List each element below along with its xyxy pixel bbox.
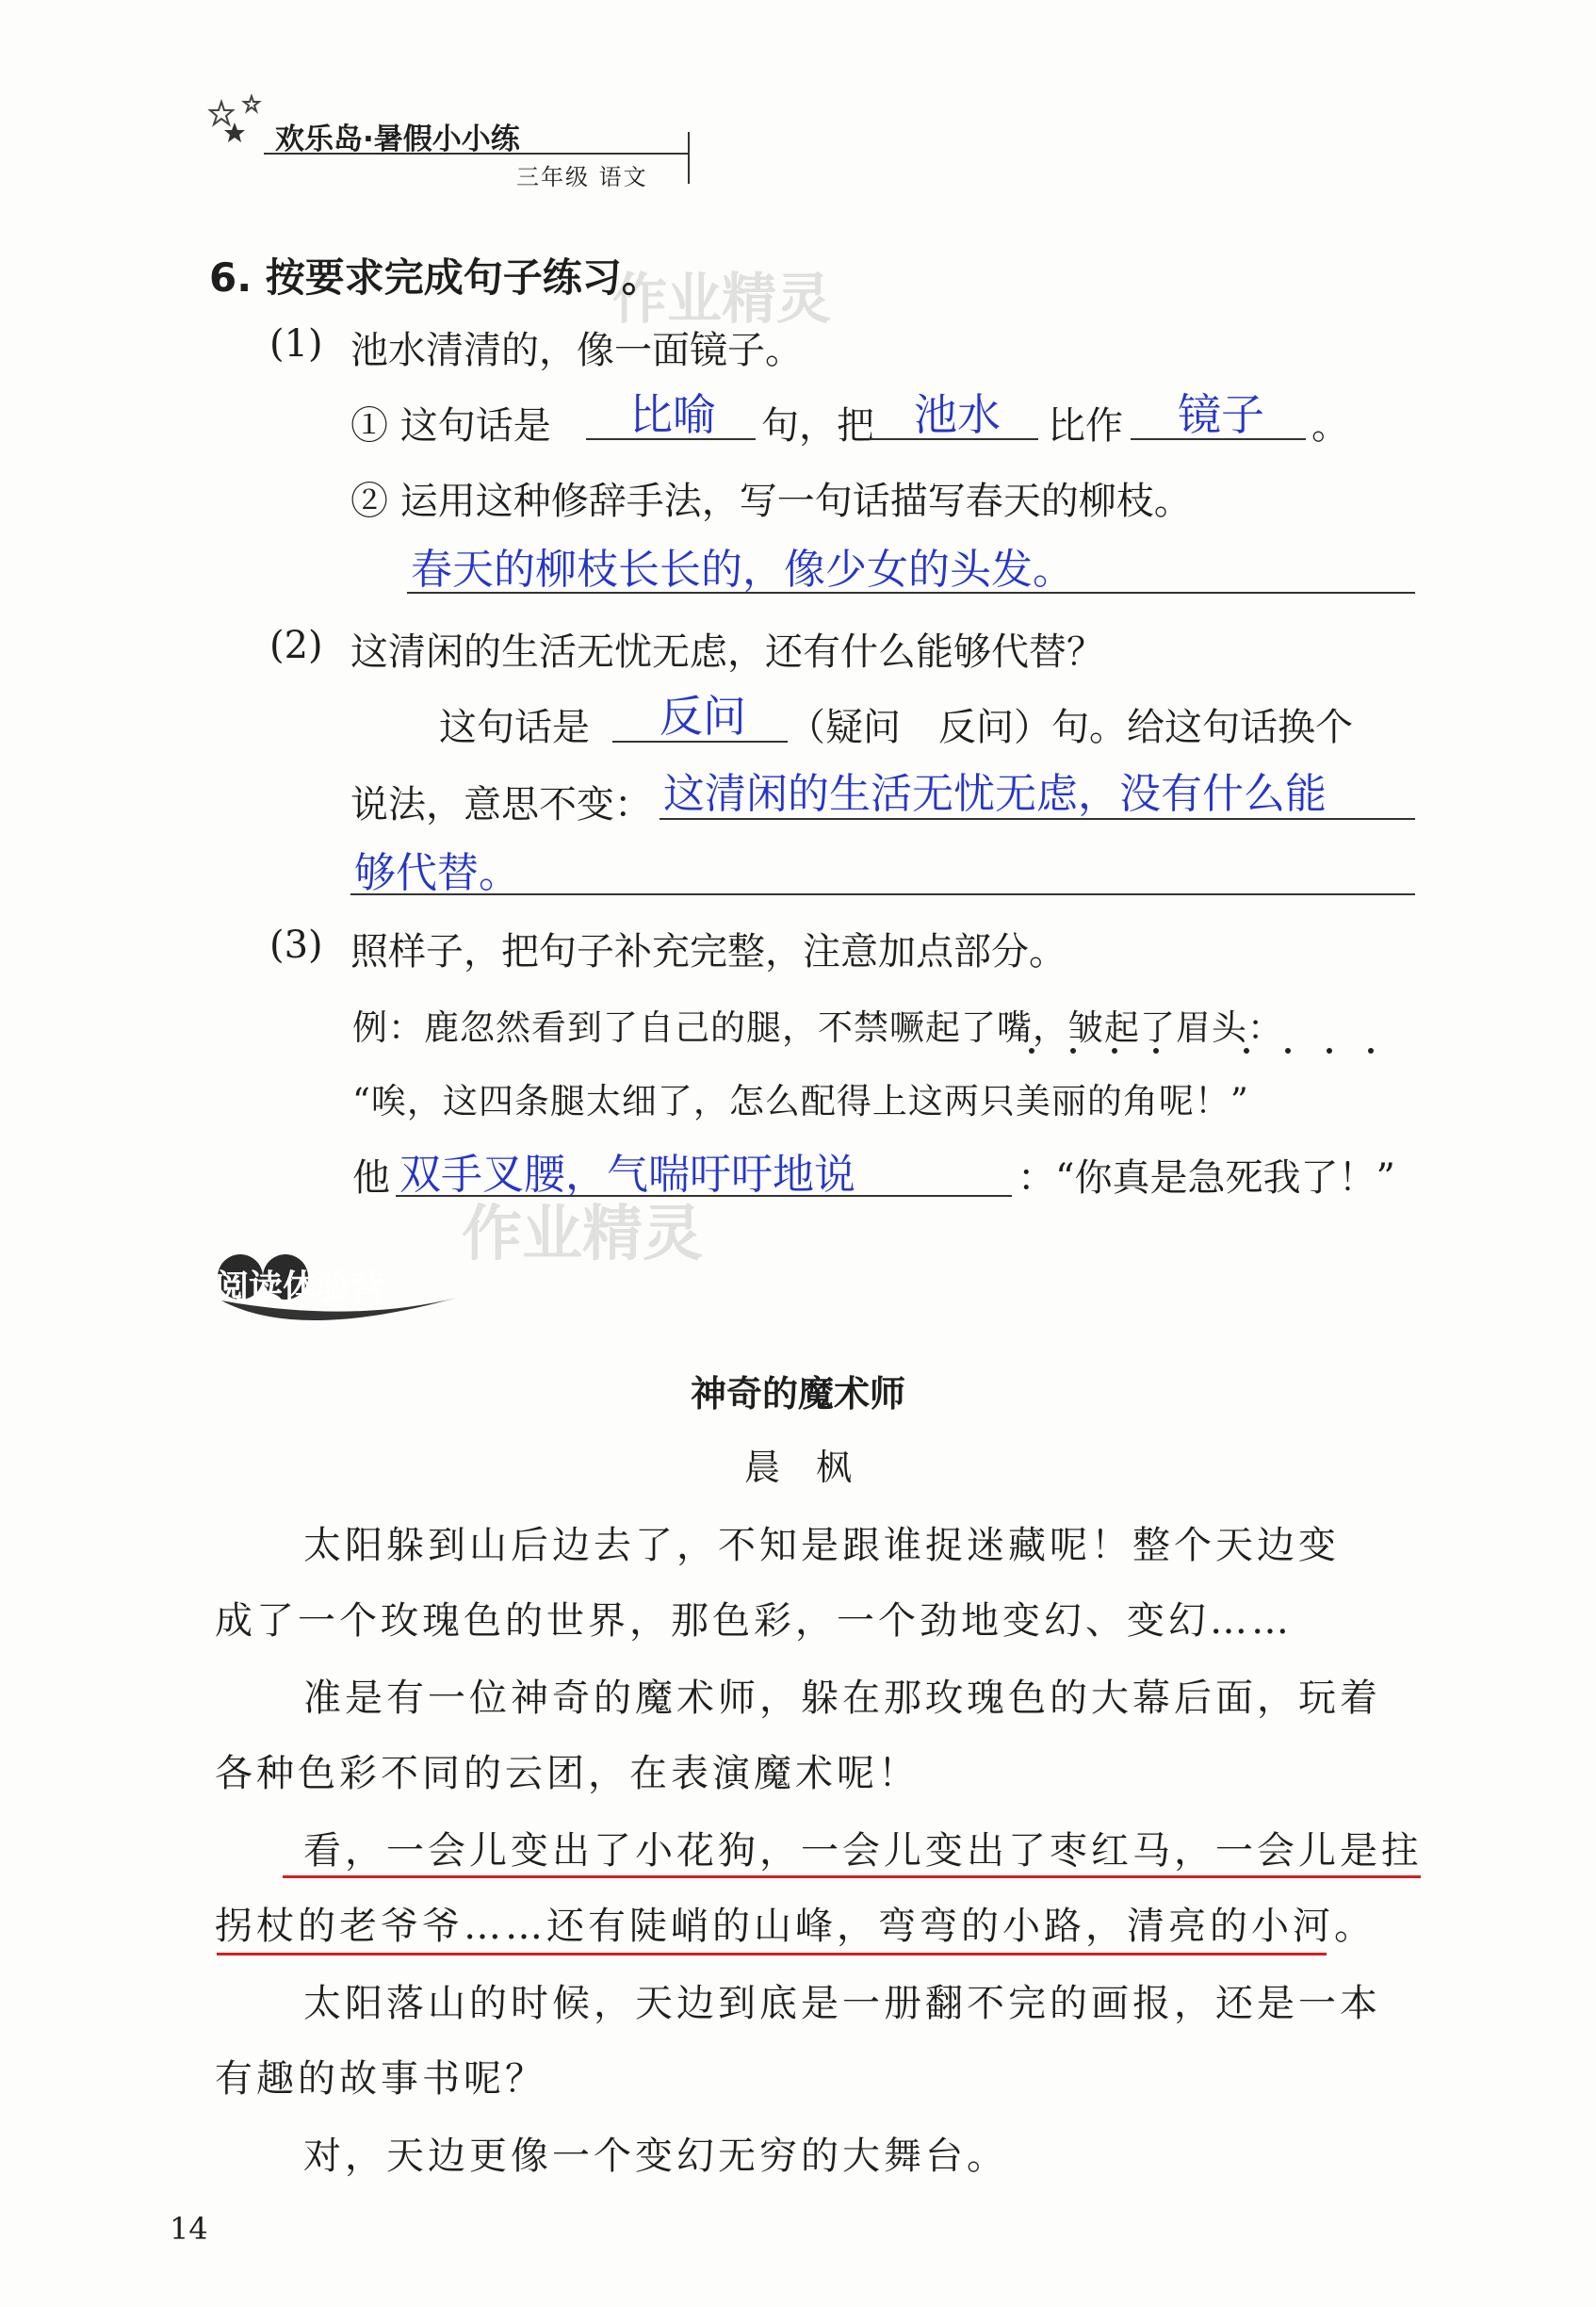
red-underline-1 [283,1875,1421,1878]
red-underline-2 [217,1953,1327,1955]
watermark-top: 作业精灵 [612,267,832,331]
reading-section-title: 阅读体验营 [215,1268,385,1307]
example-line2: “唉，这四条腿太细了，怎么配得上这两只美丽的角呢！” [352,1081,1249,1121]
part3-label: (3) [269,924,323,967]
para4-line1: 太阳落山的时候，天边到底是一册翻不完的画报，还是一本 [303,1982,1381,2025]
para2-line2: 各种色彩不同的云团，在表演魔术呢！ [215,1752,920,1795]
answer-line-rewrite1 [660,818,1415,820]
para1-line1: 太阳躲到山后边去了，不知是跟谁捉迷藏呢！整个天边变 [303,1524,1340,1567]
para2-line1: 准是有一位神奇的魔术师，躲在那玫瑰色的大幕后面，玩着 [303,1677,1381,1720]
header-rule-vertical [688,132,690,184]
series-title: 欢乐岛·暑假小小练 [275,123,520,156]
article-title: 神奇的魔术师 [690,1373,905,1415]
part1-label: (1) [269,322,323,366]
answer-compared: 镜子 [1178,389,1264,440]
header-rule [264,153,690,155]
part3-suffix: ：“你真是急死我了！” [1018,1156,1395,1200]
para4-line2: 有趣的故事书呢？ [215,2057,546,2101]
answer-question-type: 反问 [660,691,746,742]
para5-line1: 对，天边更像一个变幻无穷的大舞台。 [303,2135,1008,2178]
question-title: 6. 按要求完成句子练习。 [209,254,661,301]
para1-line2: 成了一个玫瑰色的世界，那色彩，一个劲地变幻、变幻…… [215,1599,1293,1643]
answer-action-phrase: 双手叉腰，气喘吁吁地说 [399,1151,855,1199]
answer-rewrite-line1: 这清闲的生活无忧无虑，没有什么能 [663,770,1327,818]
stars-icon [203,94,278,151]
item1-prefix: ① 这句话是 [350,404,551,448]
item1-mid2: 比作 [1048,404,1123,448]
answer-rhetoric-type: 比喻 [629,389,716,440]
part3-prefix: 他 [352,1156,390,1200]
answer-object: 池水 [914,389,1001,440]
watermark-middle: 作业精灵 [462,1200,703,1269]
article-author: 晨 枫 [743,1447,852,1488]
answer-willow-sentence: 春天的柳枝长长的，像少女的头发。 [411,546,1074,594]
example-line1: 例：鹿忽然看到了自己的腿，不禁噘起了嘴，皱起了眉头： [352,1007,1283,1048]
item2-prompt: ② 运用这种修辞手法，写一句话描写春天的柳枝。 [350,480,1192,523]
item1-end: 。 [1311,404,1349,448]
answer-line-action [396,1195,1012,1197]
answer-line-willow [407,592,1415,594]
part2-prefix: 这句话是 [439,706,590,749]
part2-label: (2) [269,624,323,667]
item1-mid1: 句，把 [761,404,874,448]
answer-line-rewrite2 [350,893,1415,895]
part3-instruction: 照样子，把句子补充完整，注意加点部分。 [350,930,1067,974]
para3-line2: 拐杖的老爷爷……还有陡峭的山峰，弯弯的小路，清亮的小河。 [215,1905,1376,1948]
part2-sentence: 这清闲的生活无忧无虑，还有什么能够代替？ [350,630,1104,674]
part2-prefix2: 说法，意思不变： [350,783,652,826]
part2-options: （疑问 反问）句。给这句话换个 [788,706,1353,749]
answer-rewrite-line2: 够代替。 [354,849,520,897]
part1-sentence: 池水清清的，像一面镜子。 [350,329,803,372]
page-number: 14 [170,2211,208,2247]
para3-line1: 看，一会儿变出了小花狗，一会儿变出了枣红马，一会儿是拄 [303,1829,1423,1873]
header-subtitle: 三年级 语文 [516,164,648,190]
moon-icon [452,111,484,149]
